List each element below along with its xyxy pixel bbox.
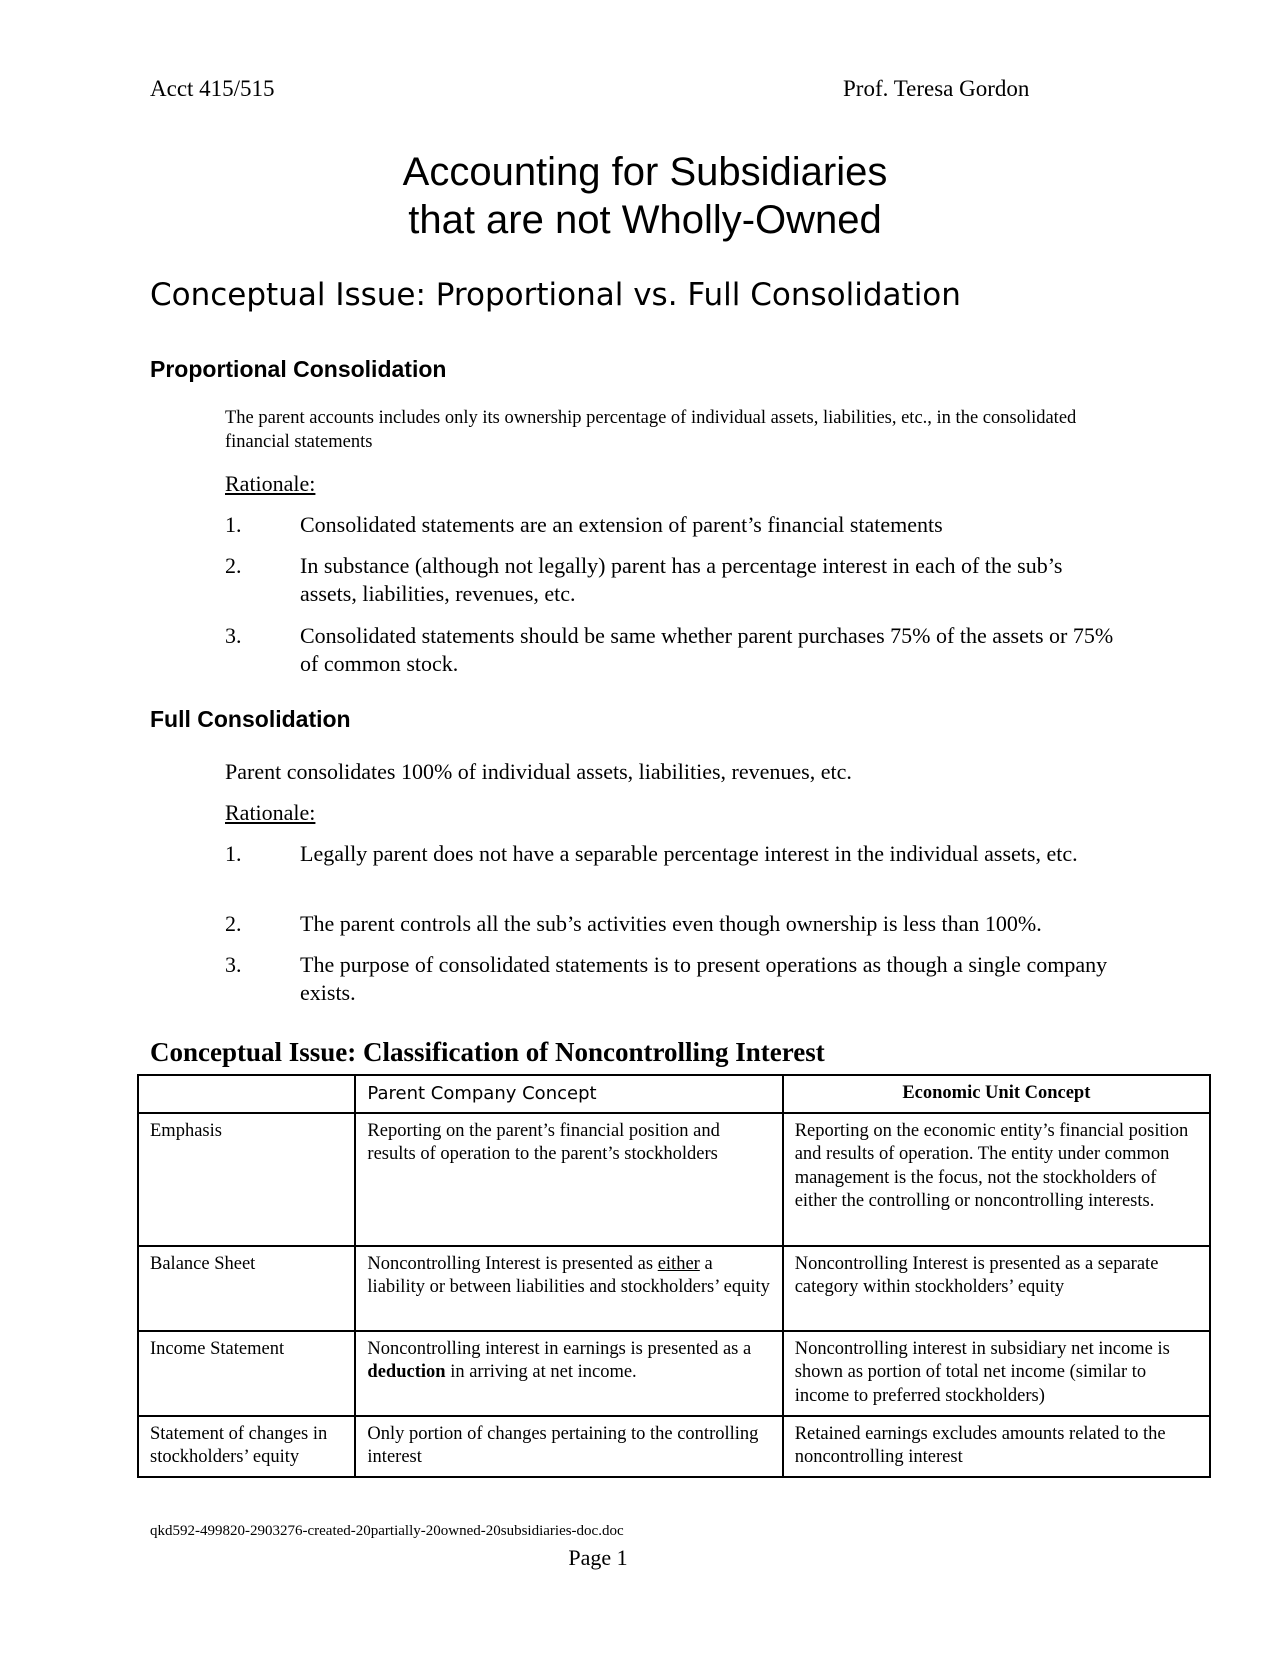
row-label: Emphasis: [138, 1113, 355, 1246]
list-text: Legally parent does not have a separable percentage interest in the individual assets, etc.: [300, 841, 1078, 866]
table-row: [138, 1416, 1210, 1477]
cell-text-bold: deduction: [367, 1362, 446, 1382]
list-text: Consolidated statements are an extension of parent’s financial statements: [300, 512, 943, 537]
title-line-1: Accounting for Subsidiaries: [402, 150, 888, 194]
list-number: 2.: [225, 553, 242, 578]
footer-filename: qkd592-499820-2903276-created-20partially-20owned-20subsidiaries-doc.doc: [150, 1523, 624, 1539]
section-heading-consolidation: Conceptual Issue: Proportional vs. Full Consolidation: [150, 277, 961, 313]
list-text: The purpose of consolidated statements is to present operations as though a single company exists.: [300, 952, 1108, 1005]
document-title: [0, 148, 1280, 244]
parent-cell: [355, 1246, 782, 1331]
title-line-2: that are not Wholly-Owned: [408, 198, 882, 242]
cell-text: Noncontrolling interest in earnings is presented as a: [367, 1338, 752, 1359]
proportional-heading: Proportional Consolidation: [150, 356, 447, 382]
economic-unit-concept-header: Economic Unit Concept: [783, 1075, 1210, 1113]
list-text: Consolidated statements should be same whether parent purchases 75% of the assets or 75% of common stock.: [300, 623, 1114, 676]
economic-cell: Noncontrolling interest in subsidiary net income is shown as portion of total net income (similar to income to preferred stockholders): [783, 1331, 1210, 1416]
table-row: [138, 1331, 1210, 1416]
parent-cell: Only portion of changes pertaining to the controlling interest: [355, 1416, 782, 1477]
list-number: 3.: [225, 952, 242, 977]
table-header-row: [138, 1075, 1210, 1113]
course-header: Acct 415/515: [150, 76, 275, 101]
parent-cell: [355, 1331, 782, 1416]
concept-comparison-table: [137, 1074, 1211, 1478]
economic-cell: Noncontrolling Interest is presented as a separate category within stockholders’ equity: [783, 1246, 1210, 1331]
list-number: 1.: [225, 512, 242, 537]
economic-cell: Retained earnings excludes amounts related to the noncontrolling interest: [783, 1416, 1210, 1477]
cell-text: in arriving at net income.: [445, 1362, 637, 1382]
row-label: Statement of changes in stockholders’ equity: [138, 1416, 355, 1477]
full-rationale-label: Rationale:: [225, 800, 316, 825]
list-text: In substance (although not legally) parent has a percentage interest in each of the sub’s assets, liabilities, revenues, etc.: [300, 553, 1063, 606]
professor-header: Prof. Teresa Gordon: [843, 76, 1030, 101]
cell-text: a liability or between liabilities and stockholders’ equity: [367, 1253, 770, 1297]
row-label: Income Statement: [138, 1331, 355, 1416]
cell-text-underlined: either: [657, 1253, 700, 1274]
page-number: Page 1: [568, 1545, 628, 1570]
parent-cell: Reporting on the parent’s financial position and results of operation to the parent’s stockholders: [355, 1113, 782, 1246]
full-description: Parent consolidates 100% of individual assets, liabilities, revenues, etc.: [225, 759, 852, 784]
list-text: The parent controls all the sub’s activities even though ownership is less than 100%.: [300, 911, 1042, 936]
full-consolidation-heading: Full Consolidation: [150, 706, 351, 732]
list-number: 2.: [225, 911, 242, 936]
table-row: [138, 1246, 1210, 1331]
list-number: 1.: [225, 841, 242, 866]
table-header-cell: [138, 1075, 355, 1113]
cell-text: Noncontrolling Interest is presented as: [367, 1253, 658, 1274]
economic-cell: Reporting on the economic entity’s financial position and results of operation. The entity under common management is the focus, not the stockholders of either the controlling or noncontrolling interests.: [783, 1113, 1210, 1246]
parent-company-concept-header: Parent Company Concept: [355, 1075, 782, 1113]
proportional-rationale-label: Rationale:: [225, 471, 316, 496]
table-row: [138, 1113, 1210, 1246]
row-label: Balance Sheet: [138, 1246, 355, 1331]
section-heading-classification: Conceptual Issue: Classification of Noncontrolling Interest: [150, 1037, 825, 1067]
proportional-description: The parent accounts includes only its ownership percentage of individual assets, liabilities, etc., in the consolidated financial statements: [225, 408, 1077, 452]
list-number: 3.: [225, 623, 242, 648]
